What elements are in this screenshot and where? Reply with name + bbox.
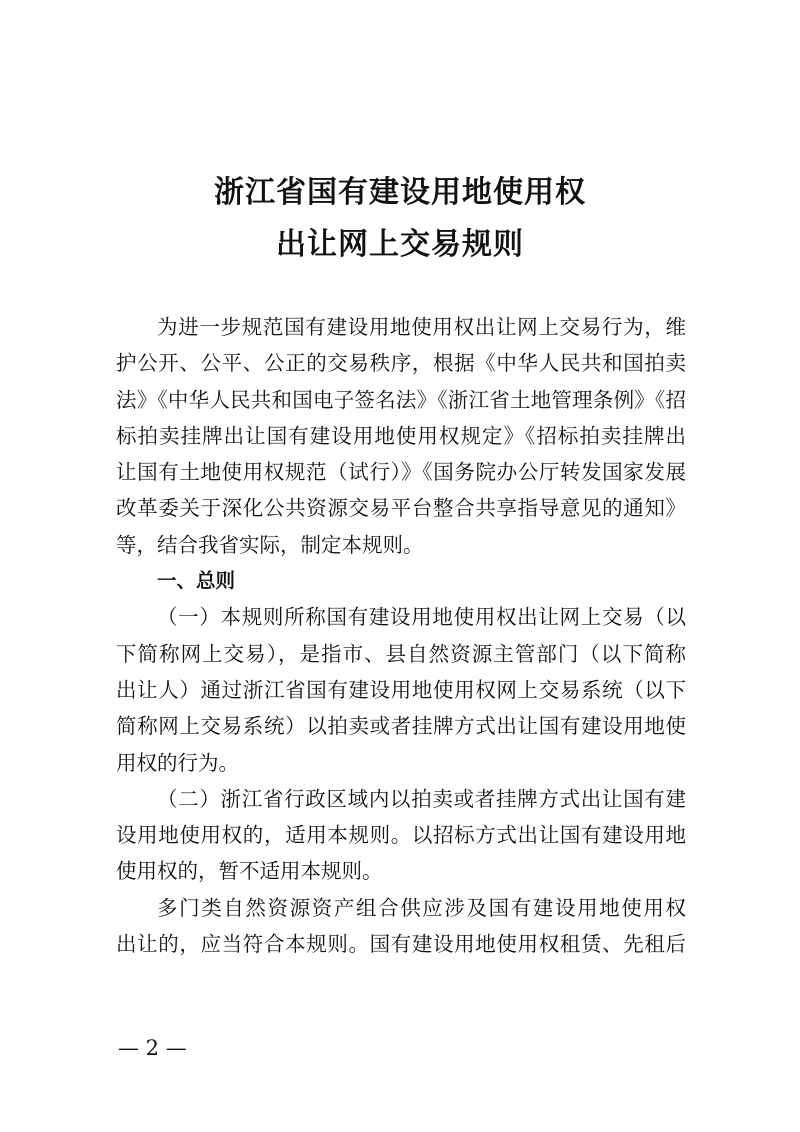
body-line: 改革委关于深化公共资源交易平台整合共享指导意见的通知》 xyxy=(116,496,686,521)
body-line: 为进一步规范国有建设用地使用权出让网上交易行为，维 xyxy=(157,315,686,339)
body-line: 等，结合我省实际，制定本规则。 xyxy=(116,532,424,557)
body-line: 出让人）通过浙江省国有建设用地使用权网上交易系统（以下 xyxy=(116,677,686,702)
body-line: 护公开、公平、公正的交易秩序，根据《中华人民共和国拍卖 xyxy=(116,351,686,376)
body-line: 用权的行为。 xyxy=(116,750,239,775)
document-title-line-1: 浙江省国有建设用地使用权 xyxy=(214,175,586,210)
body-line: 设用地使用权的，适用本规则。以招标方式出让国有建设用地 xyxy=(116,823,686,848)
body-line: （一）本规则所称国有建设用地使用权出让网上交易（以 xyxy=(157,605,686,630)
body-line: 使用权的，暂不适用本规则。 xyxy=(116,859,383,884)
section-heading: 一、总则 xyxy=(157,569,236,593)
body-line: 简称网上交易系统）以拍卖或者挂牌方式出让国有建设用地使 xyxy=(116,714,686,739)
body-line: 法》《中华人民共和国电子签名法》《浙江省土地管理条例》《招 xyxy=(116,387,686,412)
body-line: （二）浙江省行政区域内以拍卖或者挂牌方式出让国有建 xyxy=(157,786,686,811)
body-line: 让国有土地使用权规范（试行）》《国务院办公厅转发国家发展 xyxy=(116,460,686,485)
page-number: — 2 — xyxy=(118,1036,187,1060)
body-line: 多门类自然资源资产组合供应涉及国有建设用地使用权 xyxy=(157,895,686,920)
document-title-line-2: 出让网上交易规则 xyxy=(276,227,524,262)
document-body xyxy=(116,309,686,962)
body-line: 下简称网上交易），是指市、县自然资源主管部门（以下简称 xyxy=(116,641,686,666)
body-line: 标拍卖挂牌出让国有建设用地使用权规定》《招标拍卖挂牌出 xyxy=(116,423,686,448)
body-line: 出让的，应当符合本规则。国有建设用地使用权租赁、先租后 xyxy=(116,932,686,957)
